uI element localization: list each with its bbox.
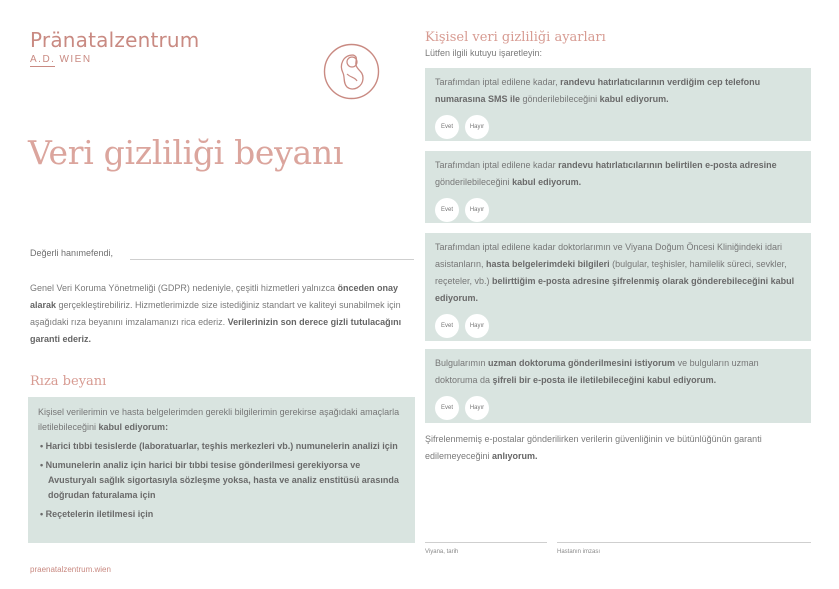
brand-city: WIEN [59, 54, 92, 65]
privacy-option-email-reminder [425, 151, 811, 223]
privacy-heading: Kişisel veri gizliliği ayarları [425, 30, 606, 45]
yes-checkbox[interactable]: Evet [435, 198, 459, 222]
option-text: Tarafımdan iptal edilene kadar, randevu hatırlatıcılarının verdiğim cep telefonu numarasına SMS ile gönderilebileceğini kabul ediyorum. [435, 77, 761, 104]
option-text: Tarafımdan iptal edilene kadar randevu hatırlatıcılarının belirtilen e-posta adresine gönderilebileceğini kabul ediyorum. [435, 160, 777, 187]
consent-lead [38, 405, 405, 435]
no-checkbox[interactable]: Hayır [465, 198, 489, 222]
consent-lead-text: Kişisel verilerimin ve hasta belgelerimden gerekli bilgilerimin gerekirse aşağıdaki amaçlarla iletilebileceğini [38, 407, 400, 432]
intro-text-2: gerçekleştirebiliriz. Hizmetlerimizde size istediğiniz standart ve kaliteyi sunabilmek için aşağıdaki rıza beyanını imzalamanızı rica ederiz. [30, 300, 401, 327]
yes-checkbox[interactable]: Evet [435, 115, 459, 139]
list-item: • Harici tıbbi tesislerde (laboratuarlar, teşhis merkezleri vb.) numunelerin analizi için [40, 441, 398, 451]
privacy-subheading: Lütfen ilgili kutuyu işaretleyin: [425, 48, 543, 58]
brand-name: Pränatalzentrum [30, 28, 200, 52]
brand-subtitle [30, 54, 92, 65]
intro-paragraph [30, 280, 415, 348]
option-text: Bulgularımın uzman doktoruma gönderilmesini istiyorum ve bulguların uzman doktoruma da şifreli bir e-posta ile iletilebileceğini kabul ediyorum. [435, 358, 759, 385]
privacy-option-documents-email [425, 233, 811, 341]
option-text: Tarafımdan iptal edilene kadar doktorlarımın ve Viyana Doğum Öncesi Kliniğindeki idari asistanların, hasta belgelerimdeki bilgileri (bulgular, teşhisler, hamilelik süreci, sevkler, reçeteler, vb.) belirttiğim e-posta adresine şifrelenmiş olarak gönderebileceğini kabul ediyorum. [435, 242, 795, 303]
consent-box [28, 397, 415, 543]
yes-checkbox[interactable]: Evet [435, 396, 459, 420]
signature-label: Hastanın imzası [557, 549, 601, 555]
consent-list [38, 439, 405, 522]
intro-text-1: Genel Veri Koruma Yönetmeliği (GDPR) nedeniyle, çeşitli hizmetleri yalnızca [30, 283, 338, 293]
place-date-line[interactable] [425, 542, 547, 543]
salutation: Değerli hanımefendi, [30, 248, 114, 258]
page-title: Veri gizliliği beyanı [28, 133, 344, 172]
brand-ad: A.D. [30, 54, 56, 65]
list-item: • Reçetelerin iletilmesi için [40, 509, 154, 519]
fetus-in-circle-icon [323, 43, 380, 100]
no-checkbox[interactable]: Hayır [465, 314, 489, 338]
yes-checkbox[interactable]: Evet [435, 314, 459, 338]
privacy-option-sms [425, 68, 811, 141]
list-item: • Numunelerin analiz için harici bir tıbbi tesise gönderilmesi gerekiyorsa ve Avusturyalı sağlık sigortasıyla sözleşme yoksa, hasta ve analiz enstitüsü arasında doğrudan faturalama için [40, 460, 399, 500]
intro-bold-2: Verilerinizin son derece gizli tutulacağını garanti ederiz. [30, 317, 402, 344]
intro-bold-1: önceden onay alarak [30, 283, 398, 310]
privacy-option-specialist [425, 349, 811, 423]
consent-lead-bold: kabul ediyorum: [98, 422, 169, 432]
consent-heading: Rıza beyanı [30, 374, 107, 389]
email-security-note: Şifrelenmemiş e-postalar gönderilirken verilerin güvenliğinin ve bütünlüğünün garanti edilemeyeceğini anlıyorum. [425, 434, 762, 461]
signature-line[interactable] [557, 542, 811, 543]
website-link[interactable]: praenatalzentrum.wien [30, 565, 111, 574]
place-date-label: Viyana, tarih [425, 549, 459, 555]
name-line[interactable] [130, 259, 414, 260]
no-checkbox[interactable]: Hayır [465, 115, 489, 139]
no-checkbox[interactable]: Hayır [465, 396, 489, 420]
